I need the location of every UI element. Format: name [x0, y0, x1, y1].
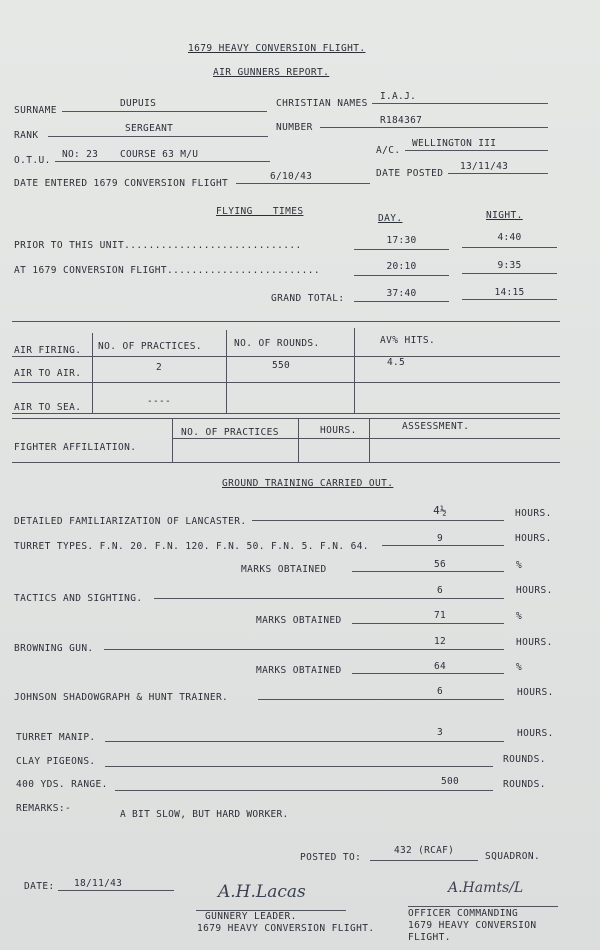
gunnery-leader-unit: 1679 HEAVY CONVERSION FLIGHT. [197, 923, 375, 934]
turret-types-hours: 9 [436, 533, 444, 544]
tactics-marks-label: MARKS OBTAINED [256, 615, 342, 626]
document-title: 1679 HEAVY CONVERSION FLIGHT. [188, 43, 366, 54]
turret-manip-label: TURRET MANIP. [16, 732, 96, 743]
browning-unit: HOURS. [516, 637, 553, 648]
air-to-sea-label: AIR TO SEA. [14, 402, 82, 413]
browning-marks-label: MARKS OBTAINED [256, 665, 342, 676]
range-rounds: 500 [440, 776, 460, 787]
flying-times-heading: FLYING TIMES [216, 206, 304, 217]
otu-number: NO: 23 [62, 149, 99, 160]
lancaster-unit: HOURS. [515, 508, 552, 519]
commanding-officer-signature-line [408, 906, 558, 907]
night-column-label: NIGHT. [486, 210, 523, 221]
otu-label: O.T.U. [14, 155, 51, 166]
posted-to-line [370, 860, 478, 861]
commanding-officer-title: OFFICER COMMANDING [408, 908, 519, 919]
fighter-col-2 [298, 418, 299, 462]
browning-label: BROWNING GUN. [14, 643, 94, 654]
browning-marks-percent: % [516, 662, 523, 673]
turret-types-line [382, 545, 504, 546]
turret-manip-line [105, 741, 504, 742]
prior-day-value: 17:30 [386, 235, 417, 246]
aircraft-label: A/C. [376, 145, 401, 156]
lancaster-line [252, 520, 504, 521]
conversion-day-value: 20:10 [386, 261, 417, 272]
gunnery-leader-signature: A.H.Lacas [218, 882, 306, 902]
fighter-col-1 [172, 418, 173, 462]
christian-names-label: CHRISTIAN NAMES [276, 98, 368, 109]
date-entered-label: DATE ENTERED 1679 CONVERSION FLIGHT [14, 178, 229, 189]
surname-value: DUPUIS [120, 98, 157, 109]
air-to-air-hits: 4.5 [387, 357, 406, 368]
air-firing-col-3 [354, 328, 355, 413]
number-label: NUMBER [276, 122, 313, 133]
day-column-label: DAY. [378, 213, 403, 224]
range-unit: ROUNDS. [503, 779, 546, 790]
clay-pigeons-label: CLAY PIGEONS. [16, 756, 96, 767]
surname-line [62, 111, 267, 112]
johnson-trainer-label: JOHNSON SHADOWGRAPH & HUNT TRAINER. [14, 692, 229, 703]
turret-types-label: TURRET TYPES. F.N. 20. F.N. 120. F.N. 50. F.N. 5. F.N. 64. [14, 541, 369, 552]
air-firing-label: AIR FIRING. [14, 345, 82, 356]
otu-line [55, 161, 270, 162]
christian-names-line [372, 103, 548, 104]
grand-total-night-line [462, 299, 557, 300]
date-label: DATE: [24, 881, 55, 892]
turret-marks-value: 56 [433, 559, 447, 570]
turret-types-unit: HOURS. [515, 533, 552, 544]
johnson-trainer-unit: HOURS. [517, 687, 554, 698]
fighter-table-bottom [12, 462, 560, 463]
grand-total-day-line [354, 301, 449, 302]
rank-value: SERGEANT [125, 123, 174, 134]
fighter-table-top [12, 418, 560, 419]
ground-training-heading: GROUND TRAINING CARRIED OUT. [222, 478, 394, 489]
christian-names-value: I.A.J. [380, 91, 417, 102]
rounds-header: NO. OF ROUNDS. [234, 338, 320, 349]
turret-marks-line [352, 571, 504, 572]
number-line [320, 127, 548, 128]
conversion-night-value: 9:35 [497, 260, 522, 271]
air-to-air-practices: 2 [155, 362, 163, 373]
air-firing-table-top [12, 321, 560, 322]
johnson-trainer-hours: 6 [436, 686, 444, 697]
air-firing-header-line [12, 356, 560, 357]
lancaster-label: DETAILED FAMILIARIZATION OF LANCASTER. [14, 516, 247, 527]
document-subtitle: AIR GUNNERS REPORT. [213, 67, 330, 78]
practices-header: NO. OF PRACTICES. [98, 341, 203, 352]
rank-line [48, 136, 268, 137]
clay-pigeons-line [105, 766, 493, 767]
posted-to-label: POSTED TO: [300, 852, 362, 863]
commanding-officer-unit-cont: FLIGHT. [408, 932, 451, 943]
lancaster-hours: 4½ [433, 504, 447, 517]
prior-night-line [462, 247, 557, 248]
aircraft-line [405, 150, 548, 151]
remarks-label: REMARKS:- [16, 803, 72, 814]
browning-marks-value: 64 [433, 661, 447, 672]
johnson-trainer-line [258, 699, 504, 700]
course-value: COURSE 63 M/U [120, 149, 199, 160]
range-label: 400 YDS. RANGE. [16, 779, 108, 790]
fighter-hours-header: HOURS. [320, 425, 357, 436]
air-firing-col-2 [226, 330, 227, 413]
tactics-hours: 6 [436, 585, 444, 596]
conversion-day-line [354, 275, 449, 276]
squadron-label: SQUADRON. [485, 851, 541, 862]
range-line [115, 790, 493, 791]
remarks-text: A BIT SLOW, BUT HARD WORKER. [120, 809, 289, 820]
date-entered-line [236, 183, 370, 184]
date-value: 18/11/43 [74, 878, 123, 889]
prior-unit-label: PRIOR TO THIS UNIT............................. [14, 240, 302, 251]
tactics-marks-line [352, 623, 504, 624]
browning-hours: 12 [433, 636, 447, 647]
prior-night-value: 4:40 [497, 232, 522, 243]
surname-label: SURNAME [14, 105, 57, 116]
prior-day-line [354, 249, 449, 250]
fighter-col-3 [369, 418, 370, 462]
gunnery-leader-title: GUNNERY LEADER. [205, 911, 297, 922]
clay-pigeons-unit: ROUNDS. [503, 754, 546, 765]
air-to-air-label: AIR TO AIR. [14, 368, 82, 379]
fighter-assessment-header: ASSESSMENT. [402, 421, 470, 432]
turret-marks-label: MARKS OBTAINED [241, 564, 327, 575]
turret-manip-hours: 3 [436, 727, 444, 738]
date-entered-value: 6/10/43 [270, 171, 313, 182]
date-posted-label: DATE POSTED [376, 168, 444, 179]
browning-line [104, 649, 504, 650]
rank-label: RANK [14, 130, 39, 141]
air-to-air-line [12, 382, 560, 383]
date-posted-value: 13/11/43 [460, 161, 509, 172]
air-to-air-rounds: 550 [271, 360, 291, 371]
hits-header: AV% HITS. [380, 335, 436, 346]
conversion-night-line [462, 273, 557, 274]
grand-total-night-value: 14:15 [494, 287, 525, 298]
tactics-unit: HOURS. [516, 585, 553, 596]
air-to-sea-practices: ---- [146, 396, 172, 407]
date-line [58, 890, 174, 891]
commanding-officer-signature: A.Hamts/L [448, 880, 524, 896]
tactics-line [154, 598, 504, 599]
aircraft-value: WELLINGTON III [412, 138, 497, 149]
grand-total-label: GRAND TOTAL: [271, 293, 345, 304]
turret-marks-percent: % [516, 560, 523, 571]
grand-total-day-value: 37:40 [386, 288, 417, 299]
fighter-practices-header: NO. OF PRACTICES [181, 427, 279, 438]
date-posted-line [448, 173, 548, 174]
browning-marks-line [352, 673, 504, 674]
number-value: R184367 [380, 115, 423, 126]
tactics-label: TACTICS AND SIGHTING. [14, 593, 143, 604]
tactics-marks-percent: % [516, 611, 523, 622]
fighter-header-line [172, 438, 560, 439]
conversion-flight-label: AT 1679 CONVERSION FLIGHT......................... [14, 265, 320, 276]
posted-to-value: 432 (RCAF) [394, 845, 455, 856]
fighter-affiliation-label: FIGHTER AFFILIATION. [14, 442, 137, 453]
tactics-marks-value: 71 [433, 610, 447, 621]
air-to-sea-line [12, 413, 560, 414]
turret-manip-unit: HOURS. [517, 728, 554, 739]
commanding-officer-unit: 1679 HEAVY CONVERSION [408, 920, 537, 931]
